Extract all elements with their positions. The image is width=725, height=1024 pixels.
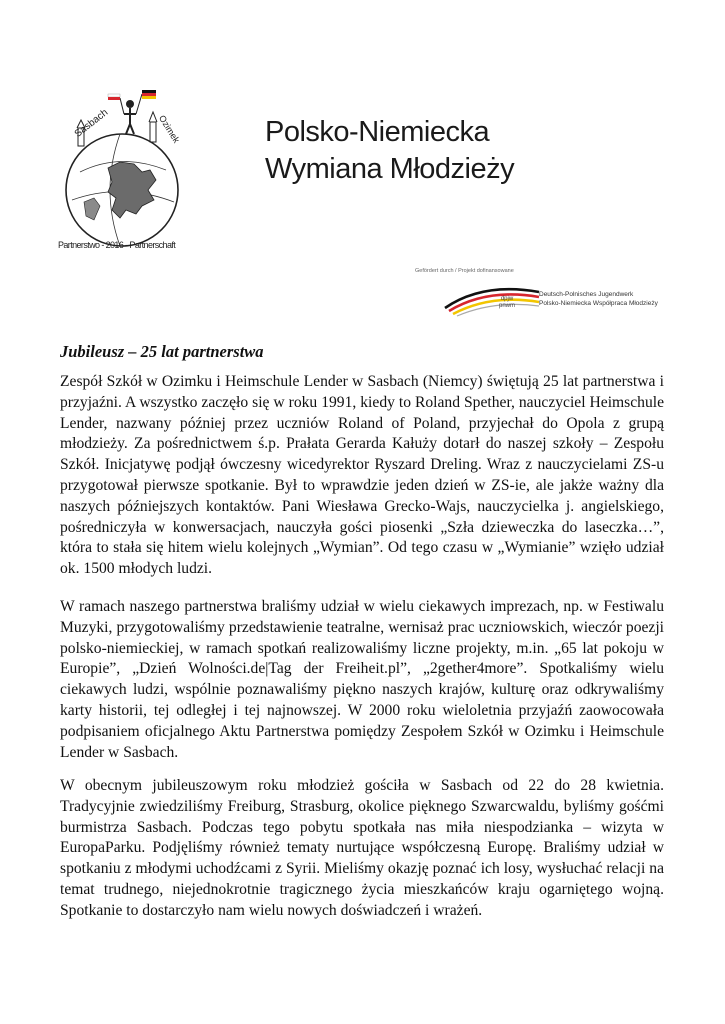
article-heading: Jubileusz – 25 lat partnerstwa [60,342,264,361]
sponsor-full-name [539,290,658,308]
sponsor-funded-note: Gefördert durch / Projekt dofinansowane [415,268,514,274]
partnership-logo [50,82,190,260]
title-line-2: Wymiana Młodzieży [265,153,515,185]
logo-label-sasbach: Sasbach [72,107,111,140]
logo-caption: Partnerstwo - 2016 - Partnerschaft [58,240,176,250]
sponsor-name-de: Deutsch-Polnisches Jugendwerk [539,291,634,298]
article-paragraph-1: Zespół Szkół w Ozimku i Heimschule Lender w Sasbach (Niemcy) świętują 25 lat partnerstwa i przyjaźni. A wszystko zaczęło się w roku 1991, kiedy to Roland Spether, nauczyciel Heimschule Lender, nazwany później przez uczniów Roland of Poland, przyjechał do Opola z grupą młodzieży. Za pośrednictwem ś.p. Prałata Gerarda Kałuży dotarł do naszej szkoły – Zespołu Szkół. Inicjatywę podjął ówczesny wicedyrektor Ryszard Dreling. Wraz z nauczycielami ZS-u przygotował pierwsze spotkanie. Był to wprawdzie jeden dzień w ZS-ie, ale jakże ważny dla naszych późniejszych kontaktów. Pani Wiesława Grecko-Wajs, nauczycielka j. angielskiego, pośredniczyła w konwersacjach, nauczyła gości piosenki „Szła dzieweczka do laseczka…”, która to stała się hitem wielu kolejnych „Wymian”. Od tego czasu w „Wymianie” wzięło udział ok. 1500 młodych ludzi. [60,373,664,578]
page-title [265,114,514,188]
globe-logo-drawing [50,82,190,260]
article-paragraph-3: W obecnym jubileuszowym roku młodzież gościła w Sasbach od 22 do 28 kwietnia. Tradycyjnie zwiedziliśmy Freiburg, Strasburg, okolice pięknego Szwarcwaldu, byliśmy gośćmi burmistrza Sasbach. Podczas tego pobytu spotkała nas miła niespodzianka – wizyta w EuropaParku. Podjęliśmy również tematy nurtujące współczesną Europę. Braliśmy udział w spotkaniu z młodymi uchodźcami z Syrii. Mieliśmy okazję poznać ich losy, wysłuchać relacji na temat trudnego, niejednokrotnie tragicznego życia mieszkańców kraju ogarniętego wojną. Spotkanie to dostarczyło nam wielu nowych doświadczeń i wrażeń. [60,777,664,919]
sponsor-name-pl: Polsko-Niemiecka Współpraca Młodzieży [539,300,658,307]
sponsor-short-pl: pnwm [499,303,516,309]
dpjw-sponsor-logo [413,268,663,320]
sponsor-swoosh-icon [443,278,543,318]
sponsor-short-name [499,296,515,310]
title-line-1: Polsko-Niemiecka [265,116,490,148]
logo-label-ozimek: Ozimek [156,113,182,145]
sponsor-short-de: dpjw [500,296,514,302]
article-paragraph-2: W ramach naszego partnerstwa braliśmy udział w wielu ciekawych imprezach, np. w Festiwalu Muzyki, przygotowaliśmy przedstawienie teatralne, wernisaż prac uczniowskich, wieczór poezji polsko-niemieckiej, w ramach spotkań realizowaliśmy liczne projekty, m.in. „65 lat pokoju w Europie”, „Dzień Wolności.de|Tag der Freiheit.pl”, „2gether4more”. Spotkaliśmy wielu ciekawych ludzi, wspólnie poznawaliśmy piękno naszych krajów, kulturę oraz odkrywaliśmy karty historii, tej odległej i tej najnowszej. W 2000 roku wieloletnia przyjaźń zaowocowała podpisaniem oficjalnego Aktu Partnerstwa pomiędzy Zespołem Szkół w Ozimku i Heimschule Lender w Sasbach. [60,598,664,761]
